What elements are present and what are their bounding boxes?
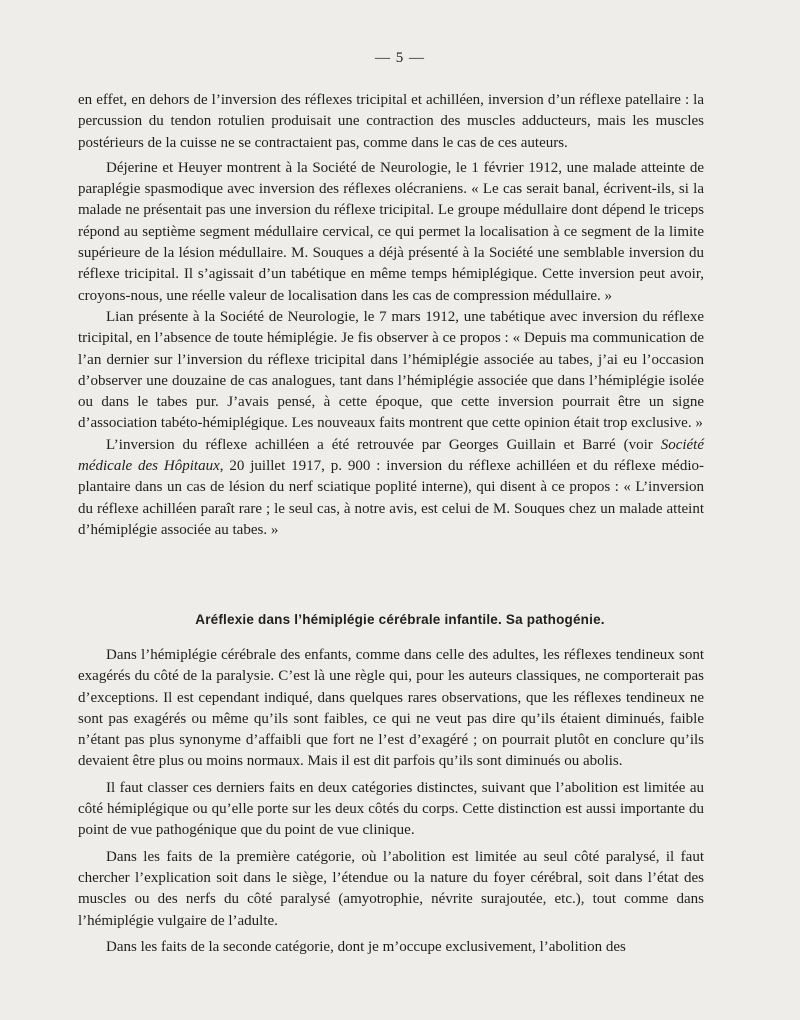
guillain-text-before: L’inversion du réflexe achilléen a été retrouvée par Georges Guillain et Barré (voir <box>106 436 661 453</box>
text-block-top <box>78 90 704 541</box>
paragraph-dejerine: Déjerine et Heuyer montrent à la Société de Neurologie, le 1 février 1912, une malade atteinte de paraplégie spasmodique avec inversion des réflexes olécraniens. « Le cas serait banal, écrivent-ils, si la malade ne présentait pas une inversion du réflexe tricipital. Le groupe médullaire dont dépend le triceps répond au septième segment médullaire cervical, ce qui permet la localisation à ce segment de la limite supérieure de la lésion médullaire. M. Souques a déjà présenté à la Société une semblable inversion du réflexe tricipital. Il s’agissait d’un tabétique en même temps hémiplégique. Cette inversion peut avoir, croyons-nous, une réelle valeur de localisation dans les cas de compression médullaire. » <box>78 159 704 304</box>
paragraph-lian: Lian présente à la Société de Neurologie, le 7 mars 1912, une tabétique avec inversion du réflexe tricipital, en l’absence de toute hémiplégie. Je fis observer à ce propos : « Depuis ma communication de l’an dernier sur l’inversion du réflexe tricipital dans l’hémiplégie associée au tabes, j’ai eu l’occasion d’observer une douzaine de cas analogues, tant dans l’hémiplégie associée que dans l’hémiplégie isolée ou dans le tabes pur. J’avais pensé, à cette époque, que cette inversion pourrait être un signe d’association tabéto-hémiplégique. Les nouveaux faits montrent que cette opinion était trop exclusive. » <box>78 308 704 432</box>
section-heading: Aréflexie dans l’hémiplégie cérébrale infantile. Sa pathogénie. <box>195 612 605 627</box>
paragraph-seconde-categorie: Dans les faits de la seconde catégorie, dont je m’occupe exclusivement, l’abolition des <box>106 938 626 955</box>
page-number: — 5 — <box>375 50 425 66</box>
paragraph-hemiplegie-enfants: Dans l’hémiplégie cérébrale des enfants, comme dans celle des adultes, les réflexes tendineux sont exagérés du côté de la paralysie. C’est là une règle qui, pour les auteurs classiques, ne comporterait pas d’exceptions. Il est cependant indiqué, dans quelques rares observations, que les réflexes tendineux ne sont pas exagérés ou même qu’ils sont faibles, ce qui ne veut pas dire qu’ils étaient diminués, faible n’étant pas plus synonyme d’affaibli que fort ne l’est d’exagéré ; on pourrait plutôt en conclure qu’ils devaient être plus ou moins normaux. Mais il est dit parfois qu’ils sont diminués ou abolis. <box>78 647 704 770</box>
guillain-text-after: , 20 juillet 1917, p. 900 : inversion du réflexe achilléen et du réflexe médio-plantaire dans un cas de lésion du nerf sciatique poplité interne), qui disent à ce propos : « L’inversion du réflexe achilléen paraît rare ; le seul cas, à notre avis, est celui de M. Souques chez un malade atteint d’hémiplégie associée au tabes. » <box>78 458 704 538</box>
paragraph-guillain <box>78 435 704 541</box>
text-block-bottom <box>78 645 704 958</box>
paragraph-classification: Il faut classer ces derniers faits en deux catégories distinctes, suivant que l’abolition est limitée au côté hémiplégique ou qu’elle porte sur les deux côtés du corps. Cette distinction est aussi importante du point de vue pathogénique que du point de vue clinique. <box>78 779 704 839</box>
journal-title-italic: Société médicale des Hôpitaux <box>78 436 704 475</box>
paragraph-continuation: en effet, en dehors de l’inversion des réflexes tricipital et achilléen, inversion d’un réflexe patellaire : la percussion du tendon rotulien produisait une contraction des muscles adducteurs, mais les muscles postérieurs de la cuisse ne se contractaient pas, comme dans le cas de ces auteurs. <box>78 92 704 151</box>
paragraph-premiere-categorie: Dans les faits de la première catégorie, où l’abolition est limitée au seul côté paralysé, il faut chercher l’explication soit dans le siège, l’étendue ou la nature du foyer cérébral, soit dans l’état des muscles ou des nerfs du côté paralysé (amyotrophie, névrite surajoutée, etc.), tout comme dans l’hémiplégie vulgaire de l’adulte. <box>78 848 704 929</box>
